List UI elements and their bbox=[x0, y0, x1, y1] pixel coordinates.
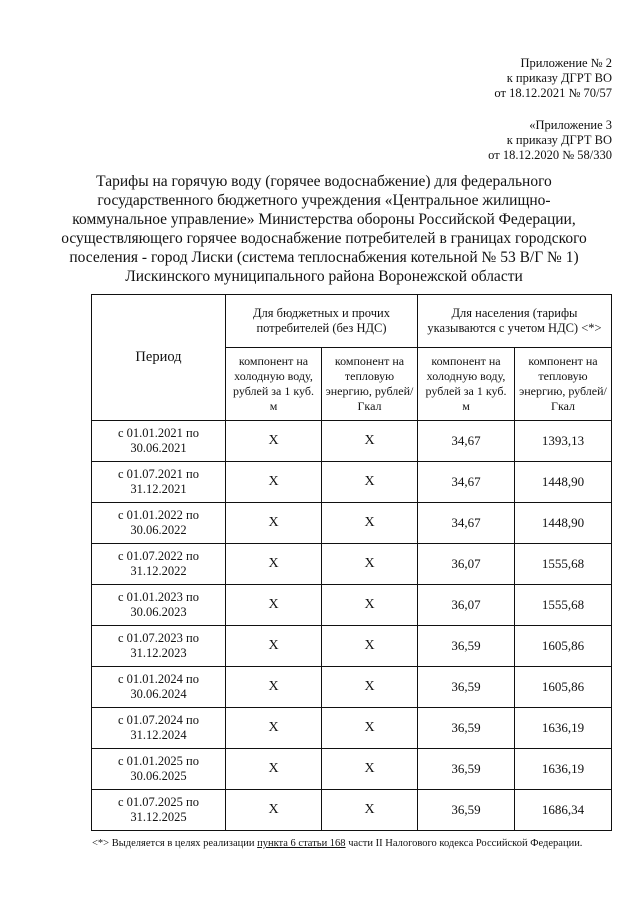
footnote bbox=[92, 838, 582, 849]
title-line4: осуществляющего горячее водоснабжение потребителей в границах городского bbox=[61, 230, 587, 247]
cell-budget-heat: Х bbox=[322, 749, 418, 790]
cell-population-heat: 1636,19 bbox=[515, 708, 612, 749]
cell-budget-cold: Х bbox=[226, 749, 322, 790]
cell-period bbox=[92, 667, 226, 708]
appendix-current-line3: от 18.12.2021 № 70/57 bbox=[494, 86, 612, 100]
period-start: с 01.07.2023 по bbox=[118, 631, 199, 645]
header-period: Период bbox=[92, 295, 226, 421]
cell-budget-cold: Х bbox=[226, 462, 322, 503]
cell-budget-cold: Х bbox=[226, 790, 322, 831]
period-end: 31.12.2025 bbox=[130, 810, 187, 824]
cell-population-heat: 1448,90 bbox=[515, 503, 612, 544]
cell-budget-cold: Х bbox=[226, 626, 322, 667]
period-end: 31.12.2023 bbox=[130, 646, 187, 660]
header-budget-cold: компонент на холодную воду, рублей за 1 куб. м bbox=[226, 348, 322, 421]
cell-population-heat: 1605,86 bbox=[515, 667, 612, 708]
appendix-previous-line3: от 18.12.2020 № 58/330 bbox=[488, 148, 612, 162]
cell-budget-heat: Х bbox=[322, 421, 418, 462]
footnote-link-article[interactable]: пункта 6 статьи 168 bbox=[257, 838, 346, 849]
cell-period bbox=[92, 790, 226, 831]
header-group-population: Для населения (тарифы указываются с учетом НДС) <*> bbox=[418, 295, 612, 348]
table-row bbox=[92, 462, 612, 503]
cell-period bbox=[92, 544, 226, 585]
cell-population-cold: 36,59 bbox=[418, 667, 515, 708]
period-start: с 01.01.2022 по bbox=[118, 508, 199, 522]
title-line6: Лискинского муниципального района Воронежской области bbox=[125, 268, 523, 285]
title-line1: Тарифы на горячую воду (горячее водоснабжение) для федерального bbox=[96, 173, 552, 190]
period-end: 31.12.2021 bbox=[130, 482, 187, 496]
table-row bbox=[92, 421, 612, 462]
cell-period bbox=[92, 626, 226, 667]
period-end: 30.06.2024 bbox=[130, 687, 187, 701]
cell-period bbox=[92, 421, 226, 462]
period-start: с 01.01.2021 по bbox=[118, 426, 199, 440]
cell-budget-heat: Х bbox=[322, 462, 418, 503]
cell-budget-cold: Х bbox=[226, 585, 322, 626]
table-row bbox=[92, 708, 612, 749]
cell-population-cold: 36,59 bbox=[418, 626, 515, 667]
cell-budget-cold: Х bbox=[226, 544, 322, 585]
period-end: 30.06.2022 bbox=[130, 523, 187, 537]
cell-budget-heat: Х bbox=[322, 626, 418, 667]
cell-budget-heat: Х bbox=[322, 708, 418, 749]
header-group-budget: Для бюджетных и прочих потребителей (без НДС) bbox=[226, 295, 418, 348]
table-row bbox=[92, 667, 612, 708]
cell-budget-cold: Х bbox=[226, 421, 322, 462]
cell-population-heat: 1448,90 bbox=[515, 462, 612, 503]
period-start: с 01.07.2021 по bbox=[118, 467, 199, 481]
cell-period bbox=[92, 462, 226, 503]
period-start: с 01.07.2022 по bbox=[118, 549, 199, 563]
cell-population-cold: 34,67 bbox=[418, 421, 515, 462]
cell-period bbox=[92, 749, 226, 790]
period-start: с 01.01.2025 по bbox=[118, 754, 199, 768]
appendix-current bbox=[494, 56, 612, 101]
cell-population-cold: 36,59 bbox=[418, 790, 515, 831]
cell-population-cold: 36,07 bbox=[418, 544, 515, 585]
appendix-current-line2: к приказу ДГРТ ВО bbox=[506, 71, 612, 85]
period-end: 30.06.2025 bbox=[130, 769, 187, 783]
header-population-heat: компонент на тепловую энергию, рублей/Гкал bbox=[515, 348, 612, 421]
appendix-previous-line2: к приказу ДГРТ ВО bbox=[506, 133, 612, 147]
title-line2: государственного бюджетного учреждения «Центральное жилищно- bbox=[97, 192, 551, 209]
table-row bbox=[92, 790, 612, 831]
table-row bbox=[92, 503, 612, 544]
period-end: 30.06.2023 bbox=[130, 605, 187, 619]
table-row bbox=[92, 626, 612, 667]
period-end: 31.12.2024 bbox=[130, 728, 187, 742]
cell-budget-heat: Х bbox=[322, 667, 418, 708]
appendix-previous-line1: «Приложение 3 bbox=[529, 118, 612, 132]
cell-population-cold: 36,59 bbox=[418, 749, 515, 790]
period-start: с 01.01.2023 по bbox=[118, 590, 199, 604]
cell-population-heat: 1555,68 bbox=[515, 585, 612, 626]
cell-period bbox=[92, 585, 226, 626]
cell-population-heat: 1636,19 bbox=[515, 749, 612, 790]
cell-population-heat: 1555,68 bbox=[515, 544, 612, 585]
cell-budget-heat: Х bbox=[322, 544, 418, 585]
period-end: 31.12.2022 bbox=[130, 564, 187, 578]
cell-period bbox=[92, 503, 226, 544]
table-row bbox=[92, 749, 612, 790]
cell-population-heat: 1393,13 bbox=[515, 421, 612, 462]
document-title bbox=[60, 172, 588, 286]
footnote-text-after: части II Налогового кодекса Российской Федерации. bbox=[345, 838, 583, 849]
table-row bbox=[92, 585, 612, 626]
cell-population-cold: 36,59 bbox=[418, 708, 515, 749]
cell-period bbox=[92, 708, 226, 749]
cell-population-cold: 34,67 bbox=[418, 462, 515, 503]
cell-budget-heat: Х bbox=[322, 790, 418, 831]
period-start: с 01.01.2024 по bbox=[118, 672, 199, 686]
period-start: с 01.07.2025 по bbox=[118, 795, 199, 809]
cell-population-heat: 1686,34 bbox=[515, 790, 612, 831]
cell-budget-cold: Х bbox=[226, 503, 322, 544]
period-start: с 01.07.2024 по bbox=[118, 713, 199, 727]
cell-population-cold: 34,67 bbox=[418, 503, 515, 544]
footnote-text-before: <*> Выделяется в целях реализации bbox=[92, 838, 258, 849]
period-end: 30.06.2021 bbox=[130, 441, 187, 455]
header-population-cold: компонент на холодную воду, рублей за 1 куб. м bbox=[418, 348, 515, 421]
cell-budget-cold: Х bbox=[226, 667, 322, 708]
cell-budget-heat: Х bbox=[322, 503, 418, 544]
header-budget-heat: компонент на тепловую энергию, рублей/Гкал bbox=[322, 348, 418, 421]
appendix-previous bbox=[488, 118, 612, 163]
appendix-current-line1: Приложение № 2 bbox=[520, 56, 612, 70]
cell-budget-heat: Х bbox=[322, 585, 418, 626]
table-row bbox=[92, 544, 612, 585]
title-line5: поселения - город Лиски (система теплоснабжения котельной № 53 В/Г № 1) bbox=[69, 249, 579, 266]
tariff-table bbox=[91, 294, 612, 831]
cell-population-cold: 36,07 bbox=[418, 585, 515, 626]
cell-population-heat: 1605,86 bbox=[515, 626, 612, 667]
title-line3: коммунальное управление» Министерства обороны Российской Федерации, bbox=[72, 211, 576, 228]
cell-budget-cold: Х bbox=[226, 708, 322, 749]
